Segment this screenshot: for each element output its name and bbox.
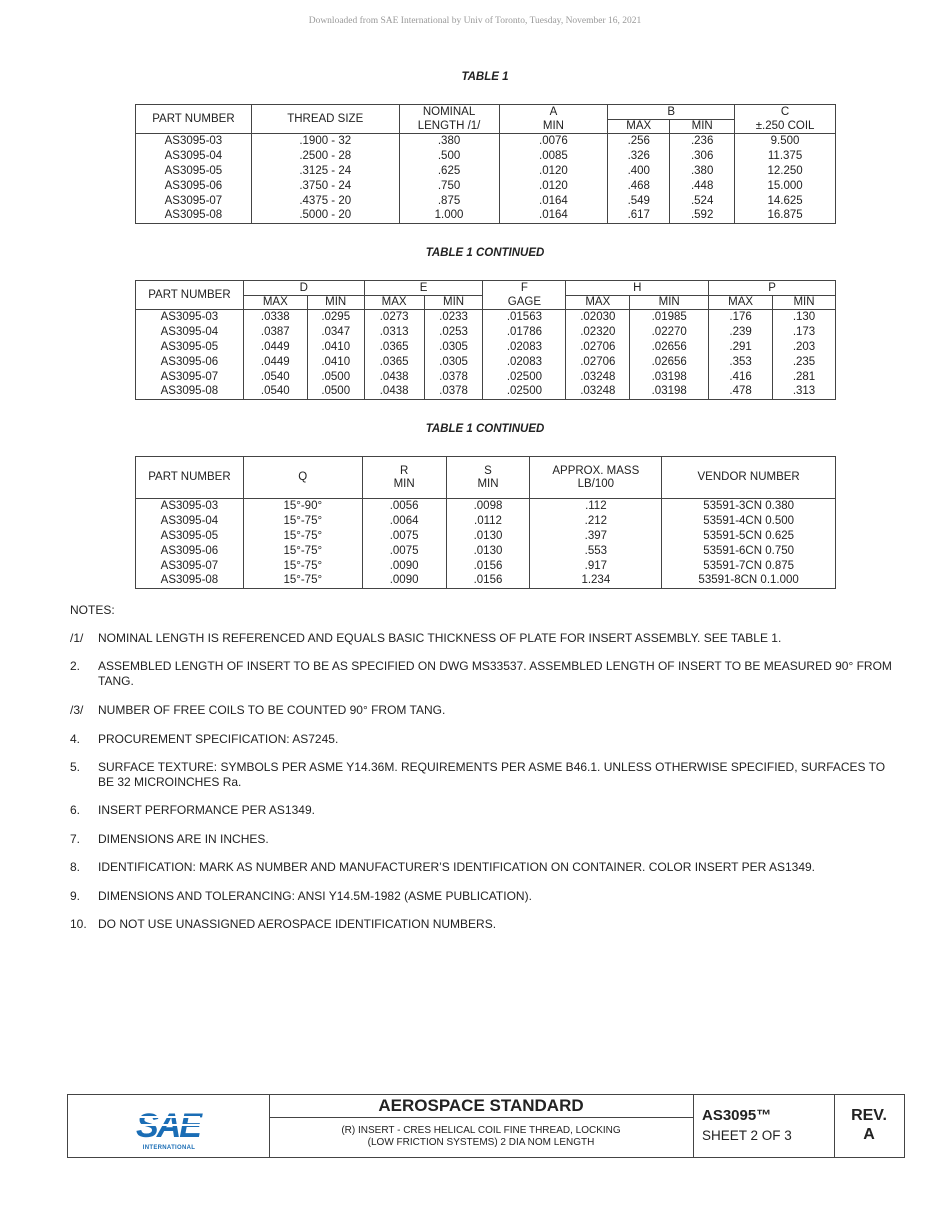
t2-cell: .0449 (243, 355, 307, 370)
t1-header-b-min: MIN (670, 120, 735, 134)
t2-cell: .0305 (424, 355, 483, 370)
t3-cell: .0090 (362, 573, 446, 588)
t2-cell: AS3095-03 (136, 310, 244, 325)
t3-cell: 15°-75° (243, 529, 362, 544)
t1-cell: .617 (608, 208, 670, 223)
t3-cell: AS3095-07 (136, 559, 244, 574)
t3-cell: .917 (530, 559, 662, 574)
t3-cell: 53591-4CN 0.500 (662, 514, 836, 529)
t1-cell: 14.625 (735, 194, 836, 209)
t2-cell: .02320 (566, 325, 630, 340)
t2-cell: AS3095-07 (136, 370, 244, 385)
note-item (70, 659, 900, 689)
t2-cell: .0253 (424, 325, 483, 340)
note-item (70, 703, 900, 718)
t1-cell: .0076 (499, 134, 608, 149)
sheet-number: SHEET 2 OF 3 (702, 1128, 792, 1143)
t1-cell: .3750 - 24 (251, 179, 399, 194)
t2-cell: .01786 (483, 325, 566, 340)
note-text: ASSEMBLED LENGTH OF INSERT TO BE AS SPECIFIED ON DWG MS33537. ASSEMBLED LENGTH OF INSERT TO BE MEASURED 90° FROM TANG. (98, 659, 892, 688)
t2-cell: .03248 (566, 384, 630, 399)
t2-header-h: H (566, 281, 709, 296)
t3-row (136, 559, 836, 574)
revision-cell (834, 1095, 904, 1157)
title-block (67, 1094, 905, 1158)
t2-header-f: F (483, 281, 566, 296)
t3-cell: .0075 (362, 529, 446, 544)
t2-cell: .291 (709, 340, 773, 355)
t3-header-r: R MIN (362, 457, 446, 499)
t3-cell: .0130 (446, 544, 530, 559)
t2-cell: .0540 (243, 370, 307, 385)
t3-cell: .0056 (362, 499, 446, 514)
document-description: (R) INSERT - CRES HELICAL COIL FINE THREAD, LOCKING (LOW FRICTION SYSTEMS) 2 DIA NOM LENGTH (341, 1125, 621, 1148)
t2-cell: .01985 (630, 310, 709, 325)
document-number-cell (693, 1095, 835, 1157)
t2-cell: .03248 (566, 370, 630, 385)
t3-header-vendor: VENDOR NUMBER (662, 457, 836, 499)
t2-cell: .173 (773, 325, 836, 340)
t2-header-h-max: MAX (566, 296, 630, 310)
t3-header-mass: APPROX. MASS LB/100 (530, 457, 662, 499)
note-number: 6. (70, 803, 81, 817)
t1-header-nominal: NOMINAL (399, 105, 499, 120)
t3-row (136, 499, 836, 514)
t1-header-part-number: PART NUMBER (136, 105, 252, 134)
t3-cell: .397 (530, 529, 662, 544)
t2-row (136, 340, 836, 355)
t2-cell: .0378 (424, 370, 483, 385)
t3-cell: 53591-5CN 0.625 (662, 529, 836, 544)
t3-row (136, 514, 836, 529)
note-item (70, 860, 900, 875)
t3-cell: AS3095-03 (136, 499, 244, 514)
t3-cell: .0156 (446, 573, 530, 588)
t1-cell: .875 (399, 194, 499, 209)
t2-cell: .239 (709, 325, 773, 340)
t3-cell: 15°-75° (243, 559, 362, 574)
t3-header-s: S MIN (446, 457, 530, 499)
t2-cell: .0347 (307, 325, 364, 340)
t2-cell: .0378 (424, 384, 483, 399)
t2-header-f-gage: GAGE (483, 296, 566, 310)
t1-row (136, 149, 836, 164)
t1-header-c-sub: ±.250 COIL (735, 120, 836, 134)
t2-row (136, 384, 836, 399)
t1-header-nominal-sub: LENGTH /1/ (399, 120, 499, 134)
t2-header-p-max: MAX (709, 296, 773, 310)
t2-header-p-min: MIN (773, 296, 836, 310)
note-number: 8. (70, 860, 81, 874)
t2-cell: .02030 (566, 310, 630, 325)
t2-cell: .0410 (307, 340, 364, 355)
t2-cell: .0295 (307, 310, 364, 325)
t3-cell: AS3095-04 (136, 514, 244, 529)
note-text: DO NOT USE UNASSIGNED AEROSPACE IDENTIFICATION NUMBERS. (98, 917, 497, 931)
t1-cell: .625 (399, 164, 499, 179)
t3-cell: .0064 (362, 514, 446, 529)
t3-cell: AS3095-05 (136, 529, 244, 544)
t1-cell: .524 (670, 194, 735, 209)
t1-cell: AS3095-04 (136, 149, 252, 164)
t2-cell: .0449 (243, 340, 307, 355)
t2-cell: .0273 (364, 310, 424, 325)
t2-cell: .02500 (483, 384, 566, 399)
sae-logo-subtext: INTERNATIONAL (142, 1145, 196, 1151)
t2-cell: .0387 (243, 325, 307, 340)
t3-cell: 1.234 (530, 573, 662, 588)
t2-cell: .130 (773, 310, 836, 325)
note-item (70, 917, 900, 932)
t1-header-a-sub: MIN (499, 120, 608, 134)
t3-row (136, 529, 836, 544)
download-watermark: Downloaded from SAE International by Univ of Toronto, Tuesday, November 16, 2021 (308, 16, 642, 26)
t1-cell: .750 (399, 179, 499, 194)
t1-cell: .0085 (499, 149, 608, 164)
table3-caption: TABLE 1 CONTINUED (425, 423, 545, 435)
t3-cell: 53591-8CN 0.1.000 (662, 573, 836, 588)
t1-cell: .0120 (499, 164, 608, 179)
t2-cell: .203 (773, 340, 836, 355)
table2-caption: TABLE 1 CONTINUED (425, 247, 545, 259)
t2-header-e-min: MIN (424, 296, 483, 310)
notes-heading: NOTES: (70, 603, 115, 617)
aerospace-standard-heading: AEROSPACE STANDARD (269, 1095, 693, 1118)
note-text: DIMENSIONS AND TOLERANCING: ANSI Y14.5M-1982 (ASME PUBLICATION). (98, 889, 532, 903)
t1-cell: 16.875 (735, 208, 836, 223)
t1-row (136, 194, 836, 209)
t3-header-part-number: PART NUMBER (136, 457, 244, 499)
t3-cell: .0112 (446, 514, 530, 529)
t3-cell: 53591-7CN 0.875 (662, 559, 836, 574)
t1-cell: AS3095-05 (136, 164, 252, 179)
t3-cell: .553 (530, 544, 662, 559)
t3-cell: .0098 (446, 499, 530, 514)
t2-row (136, 310, 836, 325)
t2-cell: .0233 (424, 310, 483, 325)
t2-cell: .03198 (630, 384, 709, 399)
t2-cell: .02656 (630, 355, 709, 370)
t1-row (136, 179, 836, 194)
t1-cell: AS3095-06 (136, 179, 252, 194)
t1-cell: 11.375 (735, 149, 836, 164)
note-text: PROCUREMENT SPECIFICATION: AS7245. (98, 732, 339, 746)
t2-cell: .0338 (243, 310, 307, 325)
t1-cell: 12.250 (735, 164, 836, 179)
t1-cell: .5000 - 20 (251, 208, 399, 223)
note-text: DIMENSIONS ARE IN INCHES. (98, 832, 269, 846)
t2-header-d-max: MAX (243, 296, 307, 310)
t3-cell: AS3095-06 (136, 544, 244, 559)
note-number: /3/ (70, 703, 84, 717)
t2-cell: .353 (709, 355, 773, 370)
table3 (135, 456, 836, 589)
t1-cell: .3125 - 24 (251, 164, 399, 179)
t1-header-c: C (735, 105, 836, 120)
sae-logo (68, 1095, 270, 1157)
sae-logo-icon (68, 1095, 269, 1157)
t2-header-p: P (709, 281, 836, 296)
t2-cell: .0365 (364, 340, 424, 355)
note-number: 9. (70, 889, 81, 903)
t1-cell: .306 (670, 149, 735, 164)
t1-cell: .380 (399, 134, 499, 149)
note-number: 2. (70, 659, 81, 673)
t2-header-e: E (364, 281, 483, 296)
t1-cell: AS3095-03 (136, 134, 252, 149)
t2-row (136, 355, 836, 370)
t2-header-d-min: MIN (307, 296, 364, 310)
revision-value: A (863, 1126, 875, 1143)
t3-cell: 15°-75° (243, 573, 362, 588)
t2-cell: .416 (709, 370, 773, 385)
t2-cell: AS3095-06 (136, 355, 244, 370)
t3-cell: 53591-6CN 0.750 (662, 544, 836, 559)
t1-cell: .549 (608, 194, 670, 209)
t2-cell: .02083 (483, 355, 566, 370)
t1-cell: .2500 - 28 (251, 149, 399, 164)
note-number: 4. (70, 732, 81, 746)
t3-cell: 15°-75° (243, 544, 362, 559)
t2-header-d: D (243, 281, 364, 296)
t3-cell: .112 (530, 499, 662, 514)
t2-header-h-min: MIN (630, 296, 709, 310)
t2-cell: .0500 (307, 384, 364, 399)
t1-row (136, 208, 836, 223)
t3-cell: .0090 (362, 559, 446, 574)
note-number: 7. (70, 832, 81, 846)
t1-header-a: A (499, 105, 608, 120)
t2-cell: .176 (709, 310, 773, 325)
note-item (70, 889, 900, 904)
t2-cell: .0540 (243, 384, 307, 399)
t1-header-b: B (608, 105, 735, 120)
t2-cell: .0410 (307, 355, 364, 370)
t1-cell: .0120 (499, 179, 608, 194)
t2-cell: .478 (709, 384, 773, 399)
note-text: IDENTIFICATION: MARK AS NUMBER AND MANUFACTURER’S IDENTIFICATION ON CONTAINER. COLOR INSERT PER AS1349. (98, 860, 815, 874)
t1-cell: .4375 - 20 (251, 194, 399, 209)
t2-row (136, 325, 836, 340)
note-text: SURFACE TEXTURE: SYMBOLS PER ASME Y14.36M. REQUIREMENTS PER ASME B46.1. UNLESS OTHERWISE SPECIFIED, SURFACES TO BE 32 MICROINCHES Ra. (98, 760, 886, 789)
table2 (135, 280, 836, 400)
t2-cell: AS3095-08 (136, 384, 244, 399)
t1-cell: .380 (670, 164, 735, 179)
t1-cell: .236 (670, 134, 735, 149)
t3-cell: AS3095-08 (136, 573, 244, 588)
title-block-main (269, 1095, 694, 1157)
note-item (70, 832, 900, 847)
t2-cell: .281 (773, 370, 836, 385)
t1-cell: 1.000 (399, 208, 499, 223)
t1-cell: 9.500 (735, 134, 836, 149)
t2-cell: .02270 (630, 325, 709, 340)
t2-cell: .03198 (630, 370, 709, 385)
t2-cell: .0365 (364, 355, 424, 370)
t1-cell: .0164 (499, 208, 608, 223)
t3-cell: .0130 (446, 529, 530, 544)
t3-cell: .0156 (446, 559, 530, 574)
t1-cell: .1900 - 32 (251, 134, 399, 149)
note-item (70, 803, 900, 818)
note-item (70, 760, 900, 790)
t2-row (136, 370, 836, 385)
document-number: AS3095™ (702, 1107, 772, 1124)
t2-cell: .313 (773, 384, 836, 399)
t1-cell: AS3095-08 (136, 208, 252, 223)
note-text: NOMINAL LENGTH IS REFERENCED AND EQUALS BASIC THICKNESS OF PLATE FOR INSERT ASSEMBLY. SEE TABLE 1. (98, 631, 782, 645)
t2-cell: AS3095-04 (136, 325, 244, 340)
t2-cell: .0305 (424, 340, 483, 355)
note-item (70, 732, 900, 747)
t2-cell: .02083 (483, 340, 566, 355)
t3-row (136, 573, 836, 588)
t1-cell: .0164 (499, 194, 608, 209)
t1-cell: .400 (608, 164, 670, 179)
note-text: NUMBER OF FREE COILS TO BE COUNTED 90° FROM TANG. (98, 703, 446, 717)
t3-row (136, 544, 836, 559)
note-number: 10. (70, 917, 87, 931)
t1-cell: 15.000 (735, 179, 836, 194)
t3-cell: .212 (530, 514, 662, 529)
t2-cell: .01563 (483, 310, 566, 325)
t2-cell: .02706 (566, 340, 630, 355)
table1-caption: TABLE 1 (461, 71, 509, 83)
t1-cell: .500 (399, 149, 499, 164)
t2-cell: .0438 (364, 384, 424, 399)
t1-cell: .468 (608, 179, 670, 194)
table1 (135, 104, 836, 224)
t3-cell: .0075 (362, 544, 446, 559)
t2-cell: .02706 (566, 355, 630, 370)
t1-header-b-max: MAX (608, 120, 670, 134)
t2-cell: .0500 (307, 370, 364, 385)
t2-cell: .02656 (630, 340, 709, 355)
t1-cell: .592 (670, 208, 735, 223)
t1-row (136, 134, 836, 149)
t3-header-q: Q (243, 457, 362, 499)
t1-cell: AS3095-07 (136, 194, 252, 209)
note-item (70, 631, 900, 646)
t2-header-part-number: PART NUMBER (136, 281, 244, 310)
t3-cell: 53591-3CN 0.380 (662, 499, 836, 514)
t2-cell: .0313 (364, 325, 424, 340)
t3-cell: 15°-75° (243, 514, 362, 529)
t1-cell: .448 (670, 179, 735, 194)
note-text: INSERT PERFORMANCE PER AS1349. (98, 803, 315, 817)
note-number: 5. (70, 760, 81, 774)
t1-cell: .326 (608, 149, 670, 164)
t2-cell: .0438 (364, 370, 424, 385)
revision-label: REV. (851, 1107, 887, 1124)
t2-cell: .235 (773, 355, 836, 370)
t2-header-e-max: MAX (364, 296, 424, 310)
t1-cell: .256 (608, 134, 670, 149)
note-number: /1/ (70, 631, 84, 645)
t1-header-thread-size: THREAD SIZE (251, 105, 399, 134)
t2-cell: .02500 (483, 370, 566, 385)
t3-cell: 15°-90° (243, 499, 362, 514)
t2-cell: AS3095-05 (136, 340, 244, 355)
t1-row (136, 164, 836, 179)
sae-logo-wordmark: SAE (136, 1107, 200, 1145)
